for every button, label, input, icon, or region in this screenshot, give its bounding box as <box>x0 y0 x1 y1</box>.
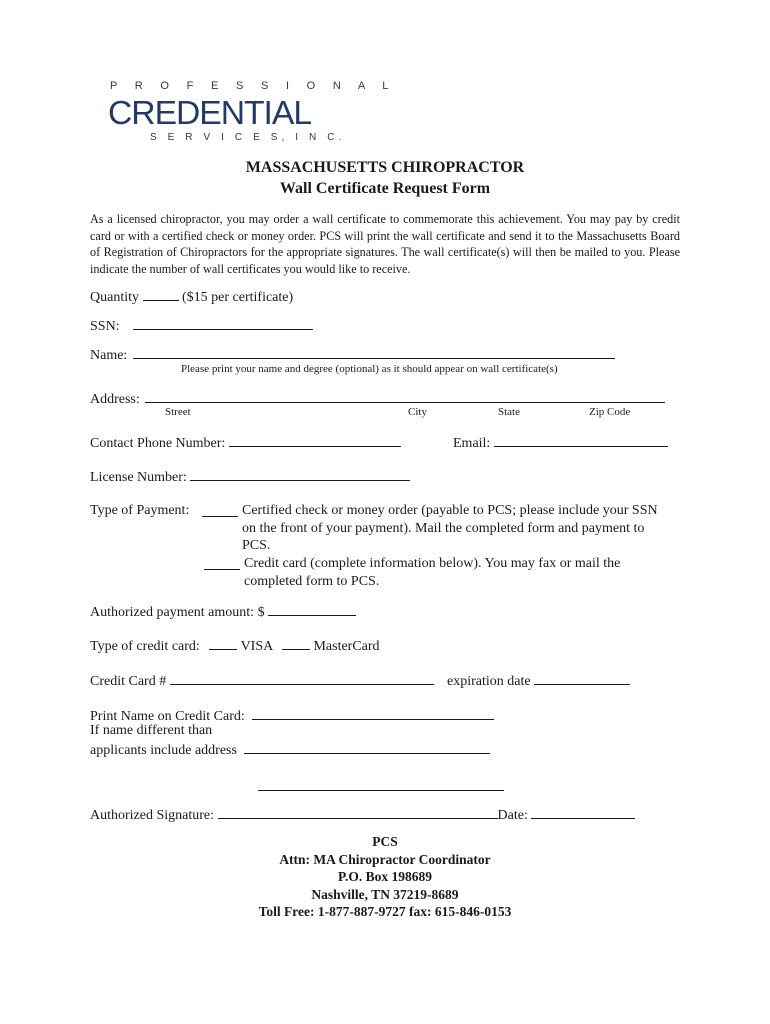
name-hint: Please print your name and degree (optional) as it should appear on wall certificate(s) <box>181 363 558 375</box>
email-label: Email: <box>453 436 491 451</box>
logo-top-text: P R O F E S S I O N A L <box>110 80 396 92</box>
license-field[interactable] <box>190 467 410 481</box>
license-row <box>90 467 410 486</box>
date-label: Date: <box>497 808 528 823</box>
quantity-label: Quantity <box>90 290 139 305</box>
amount-field[interactable] <box>268 602 356 616</box>
quantity-row <box>90 287 293 306</box>
payment-option-check <box>242 502 674 555</box>
address-state-hint: State <box>498 406 520 418</box>
footer-org: PCS <box>372 834 398 849</box>
diff-name-row <box>90 740 490 759</box>
card-number-row <box>90 671 434 690</box>
name-label: Name: <box>90 348 128 363</box>
address-city-hint: City <box>408 406 427 418</box>
print-name-field[interactable] <box>252 706 494 720</box>
date-field[interactable] <box>531 805 635 819</box>
ssn-label: SSN: <box>90 319 120 334</box>
license-label: License Number: <box>90 470 187 485</box>
quantity-field[interactable] <box>143 287 179 301</box>
alt-address-field-1[interactable] <box>244 740 490 754</box>
ssn-field[interactable] <box>133 316 313 330</box>
logo-main-text: CREDENTIAL <box>108 94 312 131</box>
name-field[interactable] <box>133 345 615 359</box>
address-zip-hint: Zip Code <box>589 406 631 418</box>
phone-label: Contact Phone Number: <box>90 436 226 451</box>
print-name-label: Print Name on Credit Card: <box>90 709 245 724</box>
footer-city: Nashville, TN 37219-8689 <box>311 886 459 902</box>
expiration-row <box>447 671 630 690</box>
email-field[interactable] <box>494 433 668 447</box>
amount-row <box>90 602 356 621</box>
mailing-address <box>0 833 770 921</box>
signature-field[interactable] <box>218 805 498 819</box>
footer-po-box: P.O. Box 198689 <box>337 869 432 884</box>
card-number-field[interactable] <box>170 671 434 685</box>
page-title: MASSACHUSETTS CHIROPRACTOR <box>245 159 525 176</box>
card-type-label: Type of credit card: <box>90 639 200 654</box>
phone-row <box>90 433 401 452</box>
payment-option-card <box>244 555 654 590</box>
amount-label: Authorized payment amount: $ <box>90 605 265 620</box>
intro-paragraph: As a licensed chiropractor, you may order a wall certificate to commemorate this achievement. You may pay by credit card or with a certified check or money order. PCS will print the wall certificate and send it to the Massachusetts Board of Registration of Chiropractors for the appropriate signatures. The wall certificate(s) will then be mailed to you. Please indicate the number of wall certificates you would like to receive. <box>90 212 680 276</box>
quantity-price: ($15 per certificate) <box>182 290 294 305</box>
name-row <box>90 345 615 364</box>
expiration-field[interactable] <box>534 671 630 685</box>
signature-row <box>90 805 635 824</box>
alt-address-field-2[interactable] <box>258 777 504 791</box>
diff-name-line2: applicants include address <box>90 743 237 758</box>
payment-card-field[interactable] <box>204 556 240 570</box>
visa-label: VISA <box>240 639 273 654</box>
diff-name-line1: If name different than <box>90 723 213 738</box>
footer-attn: Attn: MA Chiropractor Coordinator <box>279 851 491 867</box>
page-subtitle: Wall Certificate Request Form <box>279 180 491 197</box>
address-label: Address: <box>90 392 140 407</box>
payment-option-card-text: Credit card (complete information below). You may fax or mail the completed form to PCS. <box>244 556 621 589</box>
payment-check-field[interactable] <box>202 503 238 517</box>
phone-field[interactable] <box>229 433 401 447</box>
footer-phone: Toll Free: 1-877-887-9727 fax: 615-846-0153 <box>258 904 512 919</box>
mastercard-checkbox-line[interactable] <box>282 636 310 650</box>
pcs-logo <box>108 80 396 150</box>
signature-label: Authorized Signature: <box>90 808 215 823</box>
mastercard-label: MasterCard <box>313 639 380 654</box>
card-type-row <box>90 636 380 655</box>
payment-option-check-text: Certified check or money order (payable to PCS; please include your SSN on the front of your payment). Mail the completed form and payment to PCS. <box>242 503 658 553</box>
card-number-label: Credit Card # <box>90 674 167 689</box>
logo-bottom-text: S E R V I C E S, I N C. <box>150 132 346 143</box>
ssn-row <box>90 316 313 335</box>
expiration-label: expiration date <box>447 674 531 689</box>
address-field[interactable] <box>145 389 665 403</box>
payment-type-label: Type of Payment: <box>90 503 190 518</box>
address-street-hint: Street <box>165 406 191 418</box>
email-row <box>453 433 668 452</box>
visa-checkbox-line[interactable] <box>209 636 237 650</box>
